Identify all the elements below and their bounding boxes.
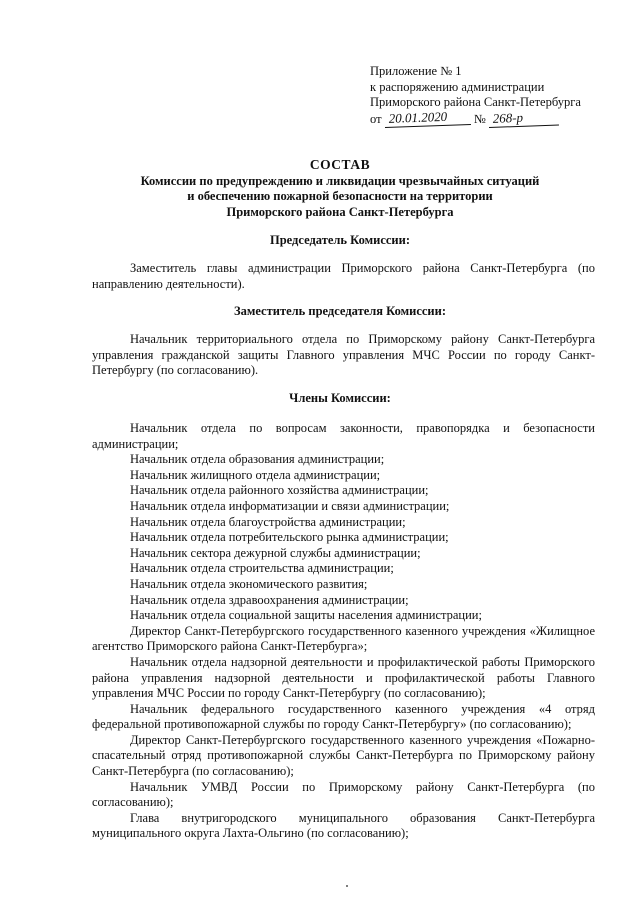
list-item: Начальник отдела экономического развития; bbox=[130, 576, 368, 591]
annex-header bbox=[370, 64, 620, 127]
list-item: Начальник отдела социальной защиты населения администрации; bbox=[130, 608, 482, 623]
list-item: Начальник жилищного отдела администрации; bbox=[130, 467, 381, 482]
list-item: Глава внутригородского муниципального образования Санкт-Петербурга муниципального округа Лахта-Ольгино (по согласованию); bbox=[92, 810, 595, 841]
list-item: Начальник отдела потребительского рынка администрации; bbox=[130, 530, 449, 545]
title-main: СОСТАВ bbox=[309, 157, 371, 172]
list-item: Начальник отдела надзорной деятельности и профилактической работы Приморского района управления надзорной деятельности и профилактической работы Главного управления МЧС России по городу Санкт-Петербургу (по согласованию); bbox=[92, 654, 595, 701]
list-item: Начальник федерального государственного казенного учреждения «4 отряд федеральной противопожарной службы по городу Санкт-Петербургу» (по согласованию); bbox=[92, 701, 595, 732]
list-item: Начальник отдела районного хозяйства администрации; bbox=[130, 483, 429, 498]
list-item: Директор Санкт-Петербургского государственного казенного учреждения «Жилищное агентство Приморского района Санкт-Петербурга»; bbox=[92, 623, 595, 654]
title-line-1: Комиссии по предупреждению и ликвидации чрезвычайных ситуаций bbox=[140, 173, 540, 188]
date-prefix: от bbox=[370, 111, 382, 126]
handwritten-number: 268-р bbox=[488, 108, 559, 127]
annex-district: Приморского района Санкт-Петербурга bbox=[370, 95, 581, 109]
deputy-text: Начальник территориального отдела по Приморскому району Санкт-Петербурга управления гражданской защиты Главного управления МЧС России по городу Санкт-Петербургу (по согласованию). bbox=[92, 332, 595, 378]
list-item: Начальник отдела строительства администрации; bbox=[130, 561, 394, 576]
annex-date-number bbox=[370, 108, 620, 128]
number-sign: № bbox=[473, 111, 486, 126]
members-list bbox=[92, 421, 595, 842]
members-heading: Члены Комиссии: bbox=[289, 391, 391, 405]
page-mark bbox=[346, 885, 348, 887]
chairman-heading: Председатель Комиссии: bbox=[270, 233, 410, 247]
handwritten-date: 20.01.2020 bbox=[384, 108, 471, 127]
chairman-text: Заместитель главы администрации Приморского района Санкт-Петербурга (по направлению деятельности). bbox=[92, 261, 595, 291]
list-item: Начальник отдела образования администрации; bbox=[130, 452, 385, 467]
list-item: Начальник отдела по вопросам законности, правопорядка и безопасности администрации; bbox=[92, 421, 595, 451]
list-item: Директор Санкт-Петербургского государственного казенного учреждения «Пожарно-спасательный отряд противопожарной службы Санкт-Петербурга по Приморскому району Санкт-Петербурга (по согласованию); bbox=[92, 732, 595, 779]
annex-number: Приложение № 1 bbox=[370, 64, 462, 78]
deputy-heading: Заместитель председателя Комиссии: bbox=[233, 304, 446, 318]
list-item: Начальник отдела благоустройства администрации; bbox=[130, 514, 406, 529]
list-item: Начальник отдела здравоохранения администрации; bbox=[130, 592, 409, 607]
list-item: Начальник отдела информатизации и связи администрации; bbox=[130, 498, 450, 513]
list-item: Начальник УМВД России по Приморскому району Санкт-Петербурга (по согласованию); bbox=[92, 779, 595, 810]
list-item: Начальник сектора дежурной службы администрации; bbox=[130, 545, 421, 560]
title-line-2: и обеспечению пожарной безопасности на территории bbox=[187, 189, 493, 203]
annex-reference: к распоряжению администрации bbox=[370, 79, 545, 94]
document-title bbox=[60, 157, 620, 220]
title-line-3: Приморского района Санкт-Петербурга bbox=[226, 204, 454, 219]
